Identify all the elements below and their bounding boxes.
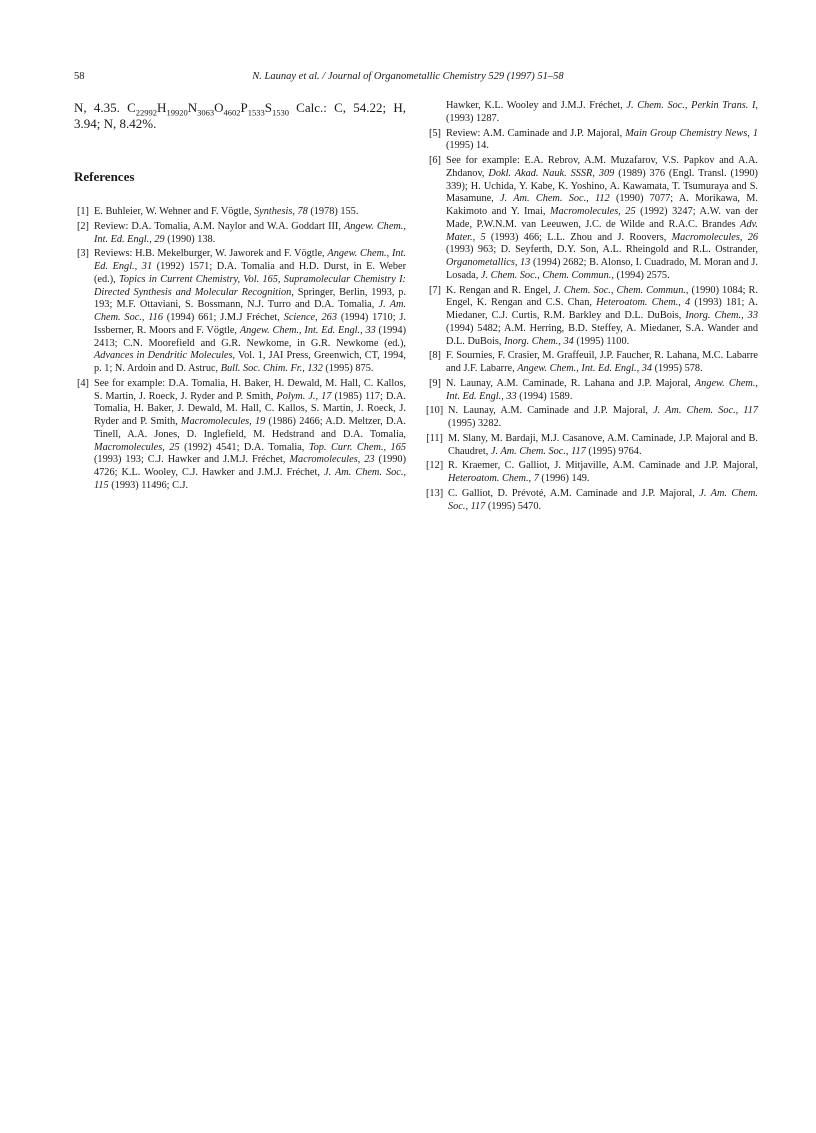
- citation-text: (1995) 578.: [652, 363, 703, 374]
- citation-text: (1995) 1100.: [573, 335, 630, 347]
- citation-source: Macromolecules, 19: [180, 416, 266, 427]
- citation-text: (1989) 376 (Engl. Transl. (1990) 339); H. Uchida, Y. Kabe, K. Yoshino, A. Kawamata, T. Tsumuraya and S. Masamune,: [446, 167, 758, 205]
- reference-text: [448, 460, 758, 486]
- reference-text: [446, 128, 758, 154]
- citation-text: See for example: D.A. Tomalia, H. Baker, H. Dewald, M. Hall, C. Kallos, S. Martin, J. Roeck, J. Ryder and P. Smith,: [94, 377, 406, 402]
- citation-text: (1995) 14.: [446, 140, 489, 152]
- citation-source: Polym. J., 17: [276, 390, 332, 402]
- citation-source: Angew. Chem., Int. Ed. Engl., 33: [446, 377, 758, 402]
- citation-source: Angew. Chem., Int. Ed. Engl., 31: [94, 248, 407, 272]
- citation-text: Reviews: H.B. Mekelburger, W. Jaworek and F. Vögtle,: [94, 248, 328, 260]
- citation-source: Top. Curr. Chem., 165: [308, 441, 407, 453]
- citation-text: (1990) 138.: [164, 233, 216, 245]
- reference-number: [5]: [428, 127, 441, 139]
- reference-number: [1]: [76, 206, 89, 217]
- reference-number: [11]: [426, 432, 443, 444]
- citation-text: , (1990) 1084; R. Engel, K. Rengan and C.S. Chan,: [446, 284, 758, 309]
- citation-source: Inorg. Chem., 34: [504, 335, 574, 347]
- citation-source: Macromolecules, 26: [671, 231, 758, 243]
- citation-source: J. Am. Chem. Soc., 117: [448, 487, 758, 512]
- reference-number: [3]: [76, 248, 89, 260]
- citation-source: Macromolecules, 23: [289, 454, 375, 466]
- citation-text: R. Kraemer, C. Galliot, J. Mitjaville, A.M. Caminade and J.P. Majoral,: [448, 460, 758, 472]
- citation-text: , Springer, Berlin, 1993, p. 193; M.F. Ottaviani, S. Bossmann, N.J. Turro and D.A. Tomalia,: [94, 286, 406, 311]
- citation-text: K. Rengan and R. Engel,: [446, 284, 554, 296]
- reference-text: [448, 488, 758, 514]
- reference-4-continuation: [426, 100, 758, 126]
- citation-text: (1993) 466; L.L. Zhou and J. Roovers,: [485, 231, 672, 243]
- citation-text: N. Launay, A.M. Caminade, R. Lahana and J.P. Majoral,: [446, 377, 695, 389]
- reference-number: [10]: [426, 405, 444, 417]
- citation-text: (1992) 1571; D.A. Tomalia and H.D. Durst, in E. Weber (ed.),: [94, 261, 406, 285]
- citation-text: (1993) 11496; C.J.: [108, 479, 189, 491]
- citation-source: Synthesis, 78: [254, 206, 308, 217]
- reference-item: [74, 221, 406, 247]
- reference-number: [4]: [76, 377, 89, 389]
- citation-source: Inorg. Chem., 33: [685, 310, 758, 321]
- reference-text: [94, 248, 406, 376]
- citation-text: Review: A.M. Caminade and J.P. Majoral,: [446, 127, 626, 139]
- citation-text: Hawker, K.L. Wooley and J.M.J. Fréchet,: [446, 100, 627, 111]
- citation-text: (1993) 193; C.J. Hawker and J.M.J. Fréchet,: [94, 454, 290, 466]
- citation-source: Angew. Chem., Int. Ed. Engl., 34: [517, 363, 653, 374]
- citation-source: Dokl. Akad. Nauk. SSSR, 309: [488, 167, 615, 179]
- citation-source: Angew. Chem., Int. Ed. Engl., 29: [94, 220, 406, 245]
- page-number: 58: [74, 71, 85, 82]
- citation-text: , (1994) 2575.: [611, 269, 670, 281]
- citation-source: J. Am. Chem. Soc., 117: [490, 445, 586, 457]
- reference-text: [446, 378, 758, 404]
- running-head: N. Launay et al. / Journal of Organometallic Chemistry 529 (1997) 51–58: [252, 71, 564, 82]
- citation-source: J. Chem. Soc., Chem. Commun.: [553, 284, 686, 296]
- reference-text: [94, 378, 406, 493]
- reference-number: [12]: [426, 460, 444, 472]
- citation-source: J. Am. Chem. Soc., 117: [653, 405, 758, 417]
- page-header: [74, 70, 742, 84]
- citation-text: C. Galliot, D. Prévoté, A.M. Caminade and J.P. Majoral,: [448, 487, 700, 499]
- citation-source: J. Am. Chem. Soc., 115: [94, 467, 406, 491]
- citation-text: (1992) 4541; D.A. Tomalia,: [179, 441, 309, 453]
- citation-source: J. Am. Chem. Soc., 116: [94, 299, 406, 323]
- citation-source: J. Chem. Soc., Chem. Commun.: [480, 269, 612, 281]
- reference-text: [446, 285, 758, 349]
- reference-text: [448, 405, 758, 431]
- molecular-formula: $C_{22992}H_{19920}N_{3063}O_{4602}P_{1533}S_{1530}$: [127, 100, 289, 118]
- reference-text: [446, 155, 758, 283]
- citation-text: E. Buhleier, W. Wehner and F. Vögtle,: [94, 206, 254, 217]
- citation-text: (1994) 1589.: [516, 390, 573, 402]
- formula-prefix: N, 4.35.: [74, 100, 128, 115]
- reference-number: [6]: [428, 155, 441, 166]
- reference-list-left: [74, 206, 406, 493]
- reference-text: [448, 433, 758, 459]
- citation-source: Science, 263: [283, 312, 337, 323]
- reference-number: [2]: [76, 220, 89, 232]
- citation-text: (1994) 2413; C.N. Moorefield and G.R. Newkome, in G.R. Newkome (ed.),: [94, 324, 407, 349]
- citation-source: Heteroatom. Chem., 4: [596, 297, 691, 309]
- citation-source: Heteroatom. Chem., 7: [448, 473, 539, 484]
- citation-text: (1996) 149.: [538, 473, 590, 484]
- citation-text: (1994) 661; J.M.J Fréchet,: [162, 312, 284, 323]
- citation-text: N. Launay, A.M. Caminade and J.P. Majoral,: [448, 405, 654, 417]
- citation-source: Adv. Mater., 5: [446, 218, 758, 243]
- citation-source: J. Chem. Soc., Perkin Trans. I: [626, 100, 756, 111]
- reference-text: [94, 206, 406, 219]
- reference-number: [13]: [426, 487, 444, 499]
- reference-item: [426, 128, 758, 154]
- citation-source: J. Am. Chem. Soc., 112: [500, 193, 610, 205]
- citation-text: See for example: E.A. Rebrov, A.M. Muzafarov, V.S. Papkov and A.A. Zhdanov,: [446, 155, 758, 179]
- reference-item: [426, 378, 758, 404]
- reference-number: [8]: [428, 350, 441, 362]
- formula-suffix: Calc.: C, 54.22; H, 3.94; N, 8.42%.: [74, 100, 407, 131]
- citation-text: (1993) 181; A. Miedaner, C.J. Curtis, R.M. Barkley and D.L. DuBois,: [446, 297, 758, 321]
- reference-item: [426, 460, 758, 486]
- citation-text: (1995) 3282.: [448, 418, 502, 429]
- citation-text: (1978) 155.: [307, 206, 359, 217]
- citation-text: , (1993) 1287.: [446, 100, 758, 124]
- citation-source: Angew. Chem., Int. Ed. Engl., 33: [239, 324, 376, 336]
- citation-source: Bull. Soc. Chim. Fr., 132: [220, 363, 323, 374]
- citation-text: (1990) 7077; A. Morikawa, M. Kakimoto and Y. Imai,: [446, 193, 758, 217]
- citation-source: Main Group Chemistry News, 1: [625, 127, 758, 139]
- citation-source: Macromolecules, 25: [94, 441, 180, 453]
- reference-item: [426, 285, 758, 349]
- citation-text: (1994) 5482; A.M. Herring, B.D. Steffey, A. Miedaner, S.A. Wander and D.L. DuBois,: [446, 322, 758, 347]
- reference-item: [74, 206, 406, 219]
- citation-text: (1990) 4726; K.L. Wooley, C.J. Hawker and J.M.J. Fréchet,: [94, 454, 407, 478]
- reference-item: [426, 155, 758, 283]
- citation-source: Macromolecules, 25: [549, 206, 636, 217]
- reference-item: [426, 350, 758, 376]
- citation-source: Organometallics, 13: [446, 257, 531, 268]
- citation-text: (1995) 5470.: [485, 500, 542, 512]
- right-column: [426, 100, 758, 515]
- reference-item: [426, 433, 758, 459]
- reference-item: [74, 248, 406, 376]
- reference-item: [74, 378, 406, 493]
- citation-source: Topics in Current Chemistry, Vol. 165, Supramolecular Chemistry I: Directed Synthesis and Molecular Recognition: [94, 273, 406, 298]
- citation-source: Advances in Dendritic Molecules: [94, 350, 233, 362]
- citation-text: (1994) 1710; J. Issberner, R. Moors and F. Vögtle,: [94, 312, 406, 336]
- reference-list-right: [426, 128, 758, 514]
- left-column: [74, 100, 406, 495]
- reference-number: [7]: [428, 284, 441, 296]
- citation-text: M. Slany, M. Bardaji, M.J. Casanove, A.M. Caminade, J.P. Majoral and B. Chaudret,: [448, 432, 758, 457]
- citation-text: (1985) 117; D.A. Tomalia, H. Baker, J. Dewald, M. Hall, C. Kallos, S. Martin, J. Roeck, J. Ryder and P. Smith,: [94, 390, 407, 427]
- reference-item: [426, 405, 758, 431]
- elemental-analysis: [74, 100, 406, 132]
- references-heading: References: [74, 169, 135, 184]
- citation-text: , Vol. 1, JAI Press, Greenwich, CT, 1994, p. 1; N. Ardoin and D. Astruc,: [94, 350, 407, 374]
- citation-text: (1992) 3247; A.W. van der Made, P.W.N.M. van Leeuwen, J.C. de Wilde and R.A.C. Brandes: [446, 206, 759, 230]
- citation-text: (1994) 2682; B. Alonso, I. Cuadrado, M. Moran and J. Losada,: [446, 257, 758, 281]
- reference-text: [446, 350, 758, 376]
- citation-text: Review: D.A. Tomalia, A.M. Naylor and W.A. Goddart III,: [94, 220, 344, 232]
- citation-text: (1993) 963; D. Seyferth, D.Y. Son, A.L. Rheingold and R.L. Ostrander,: [446, 244, 758, 256]
- reference-item: [426, 488, 758, 514]
- reference-number: [9]: [428, 377, 441, 389]
- citation-text: (1995) 9764.: [585, 445, 642, 457]
- citation-text: F. Sournies, F. Crasier, M. Graffeuil, J.P. Faucher, R. Lahana, M.C. Labarre and J.F. Labarre,: [446, 350, 758, 374]
- citation-text: (1986) 2466; A.D. Meltzer, D.A. Tinell, A.A. Jones, D. Inglefield, M. Hedstrand and D.A. Tomalia,: [94, 416, 406, 440]
- reference-text: [94, 221, 406, 247]
- citation-text: (1995) 875.: [322, 363, 374, 374]
